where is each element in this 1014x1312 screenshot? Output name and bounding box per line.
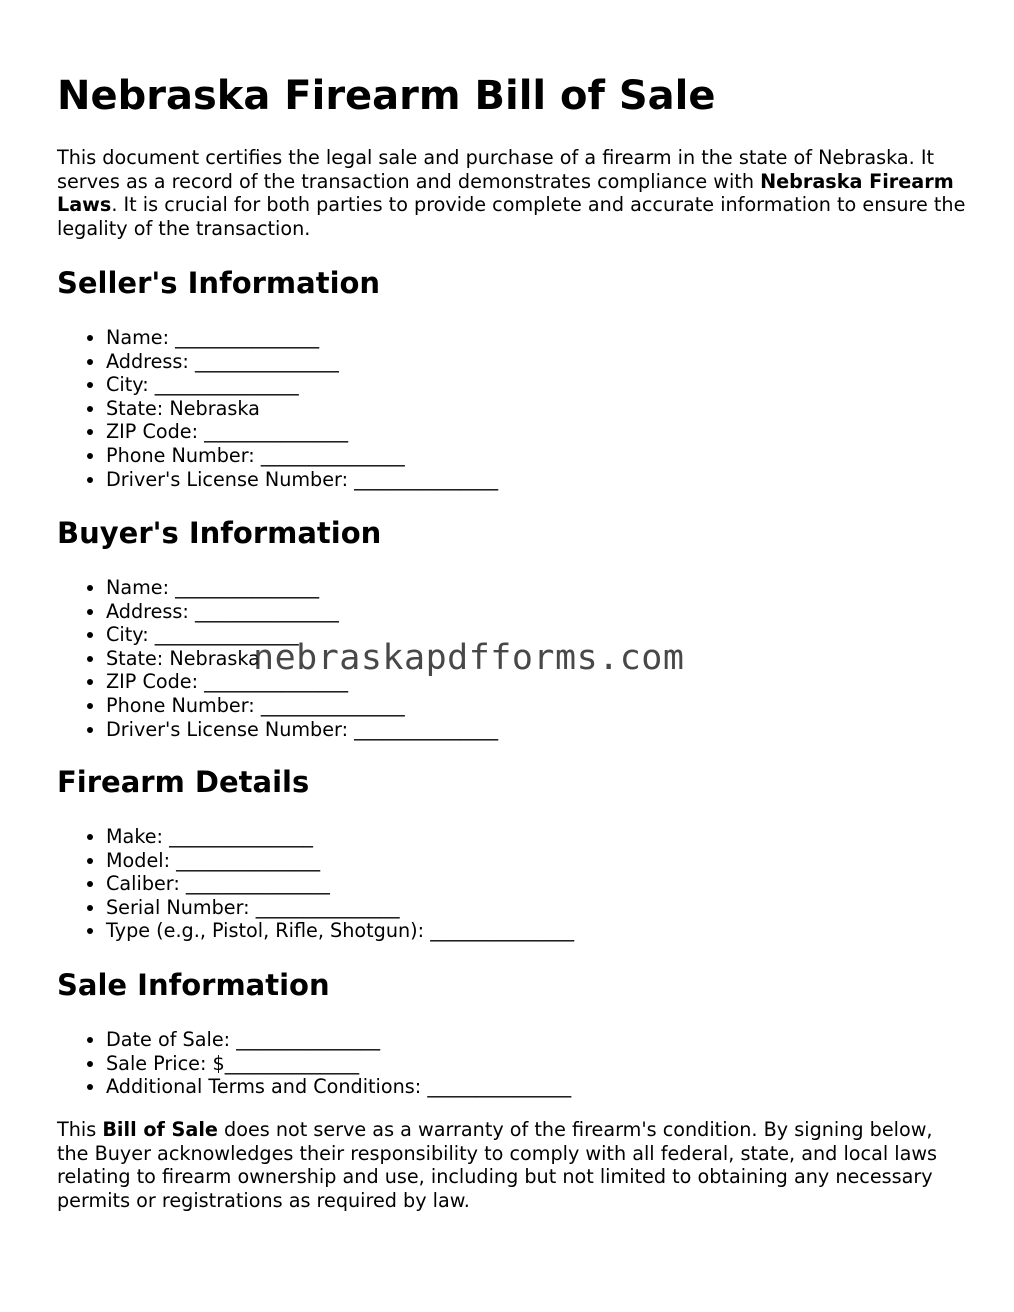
- buyer-address-field: • Address: _______________: [106, 600, 498, 624]
- buyer-license-field: • Driver's License Number: _______________: [106, 718, 498, 742]
- intro-bold-laws: Nebraska Firearm Laws: [57, 169, 954, 217]
- sale-terms-field: • Additional Terms and Conditions: _______________: [106, 1075, 571, 1099]
- intro-text-start: This document certifies the legal sale and purchase of a firearm in the state of Nebraska. It serves as a record of the transaction and demonstrates compliance with: [57, 146, 935, 193]
- seller-heading: Seller's Information: [57, 266, 381, 300]
- firearm-list: [57, 825, 574, 943]
- buyer-city-field: • City: _______________: [106, 623, 498, 647]
- firearm-type-field: • Type (e.g., Pistol, Rifle, Shotgun): _______________: [106, 919, 574, 943]
- seller-license-field: • Driver's License Number: _______________: [106, 468, 498, 492]
- sale-list: [57, 1028, 571, 1099]
- firearm-caliber-field: • Caliber: _______________: [106, 872, 574, 896]
- sale-price-field: • Sale Price: $______________: [106, 1052, 571, 1076]
- closing-text-start: This: [57, 1118, 103, 1141]
- seller-zip-field: • ZIP Code: _______________: [106, 420, 498, 444]
- page-title: Nebraska Firearm Bill of Sale: [57, 73, 716, 119]
- seller-address-field: • Address: _______________: [106, 350, 498, 374]
- seller-state-field: • State: Nebraska: [106, 397, 498, 421]
- firearm-model-field: • Model: _______________: [106, 849, 574, 873]
- watermark-text: nebraskapdfforms.com: [253, 638, 685, 678]
- closing-bold-bill: Bill of Sale: [102, 1118, 218, 1141]
- intro-text-end: . It is crucial for both parties to provide complete and accurate information to ensure the legality of the transaction.: [57, 193, 966, 241]
- seller-city-field: • City: _______________: [106, 373, 498, 397]
- closing-text-end: does not serve as a warranty of the firearm's condition. By signing below, the Buyer acknowledges their responsibility to comply with all federal, state, and local laws relating to firearm ownership and use, including but not limited to obtaining any necessary permits or registrations as required by law.: [57, 1118, 938, 1213]
- buyer-heading: Buyer's Information: [57, 516, 382, 550]
- buyer-state-field: • State: Nebraska: [106, 647, 498, 671]
- buyer-name-field: • Name: _______________: [106, 576, 498, 600]
- seller-list: [57, 326, 498, 491]
- firearm-heading: Firearm Details: [57, 765, 310, 799]
- firearm-serial-field: • Serial Number: _______________: [106, 896, 574, 920]
- buyer-zip-field: • ZIP Code: _______________: [106, 670, 498, 694]
- seller-phone-field: • Phone Number: _______________: [106, 444, 498, 468]
- seller-name-field: • Name: _______________: [106, 326, 498, 350]
- closing-paragraph: [57, 1118, 967, 1213]
- sale-heading: Sale Information: [57, 968, 330, 1002]
- buyer-phone-field: • Phone Number: _______________: [106, 694, 498, 718]
- intro-paragraph: [57, 146, 967, 241]
- firearm-make-field: • Make: _______________: [106, 825, 574, 849]
- sale-date-field: • Date of Sale: _______________: [106, 1028, 571, 1052]
